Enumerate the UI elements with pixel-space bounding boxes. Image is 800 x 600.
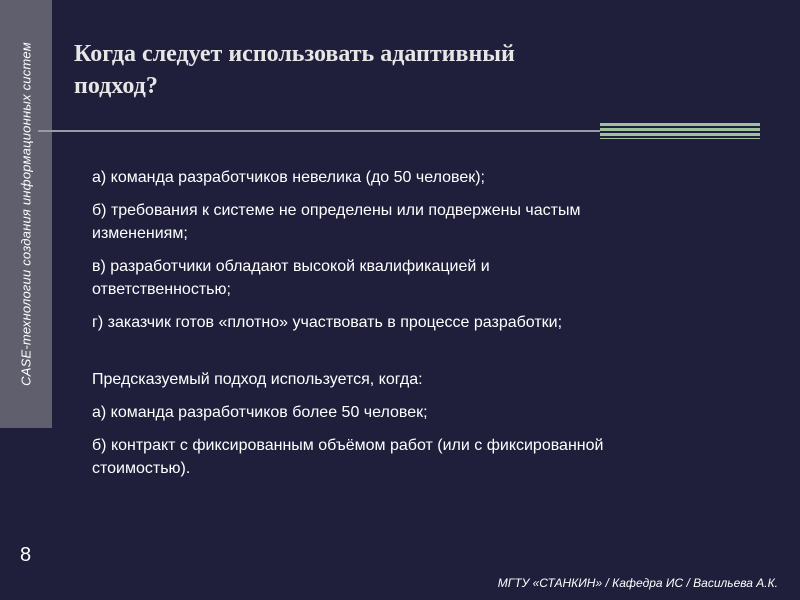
slide-title-line-1: Когда следует использовать адаптивный	[74, 41, 515, 67]
slide-title-line-2: подход?	[74, 73, 158, 99]
predictive-item-a: а) команда разработчиков более 50 человек;	[92, 404, 428, 421]
slide-body	[92, 166, 692, 490]
adaptive-item-c: в) разработчики обладают высокой квалификацией и ответственностью;	[92, 258, 490, 298]
slide-title	[74, 38, 634, 102]
adaptive-item-b: б) требования к системе не определены или подвержены частым изменениям;	[92, 202, 581, 242]
predictive-heading: Предсказуемый подход используется, когда:	[92, 371, 423, 388]
footer-credits: МГТУ «СТАНКИН» / Кафедра ИС / Васильева А.К.	[497, 576, 778, 590]
title-divider-line	[38, 130, 600, 132]
sidebar-caption: CASE-технологии создания информационных систем	[18, 42, 34, 386]
title-divider-accent	[600, 123, 760, 139]
adaptive-item-a: а) команда разработчиков невелика (до 50 человек);	[92, 169, 485, 186]
page-number: 8	[20, 544, 32, 566]
predictive-item-b: б) контракт с фиксированным объёмом работ (или с фиксированной стоимостью).	[92, 437, 604, 477]
adaptive-item-d: г) заказчик готов «плотно» участвовать в процессе разработки;	[92, 314, 563, 331]
sidebar-band	[0, 0, 52, 428]
